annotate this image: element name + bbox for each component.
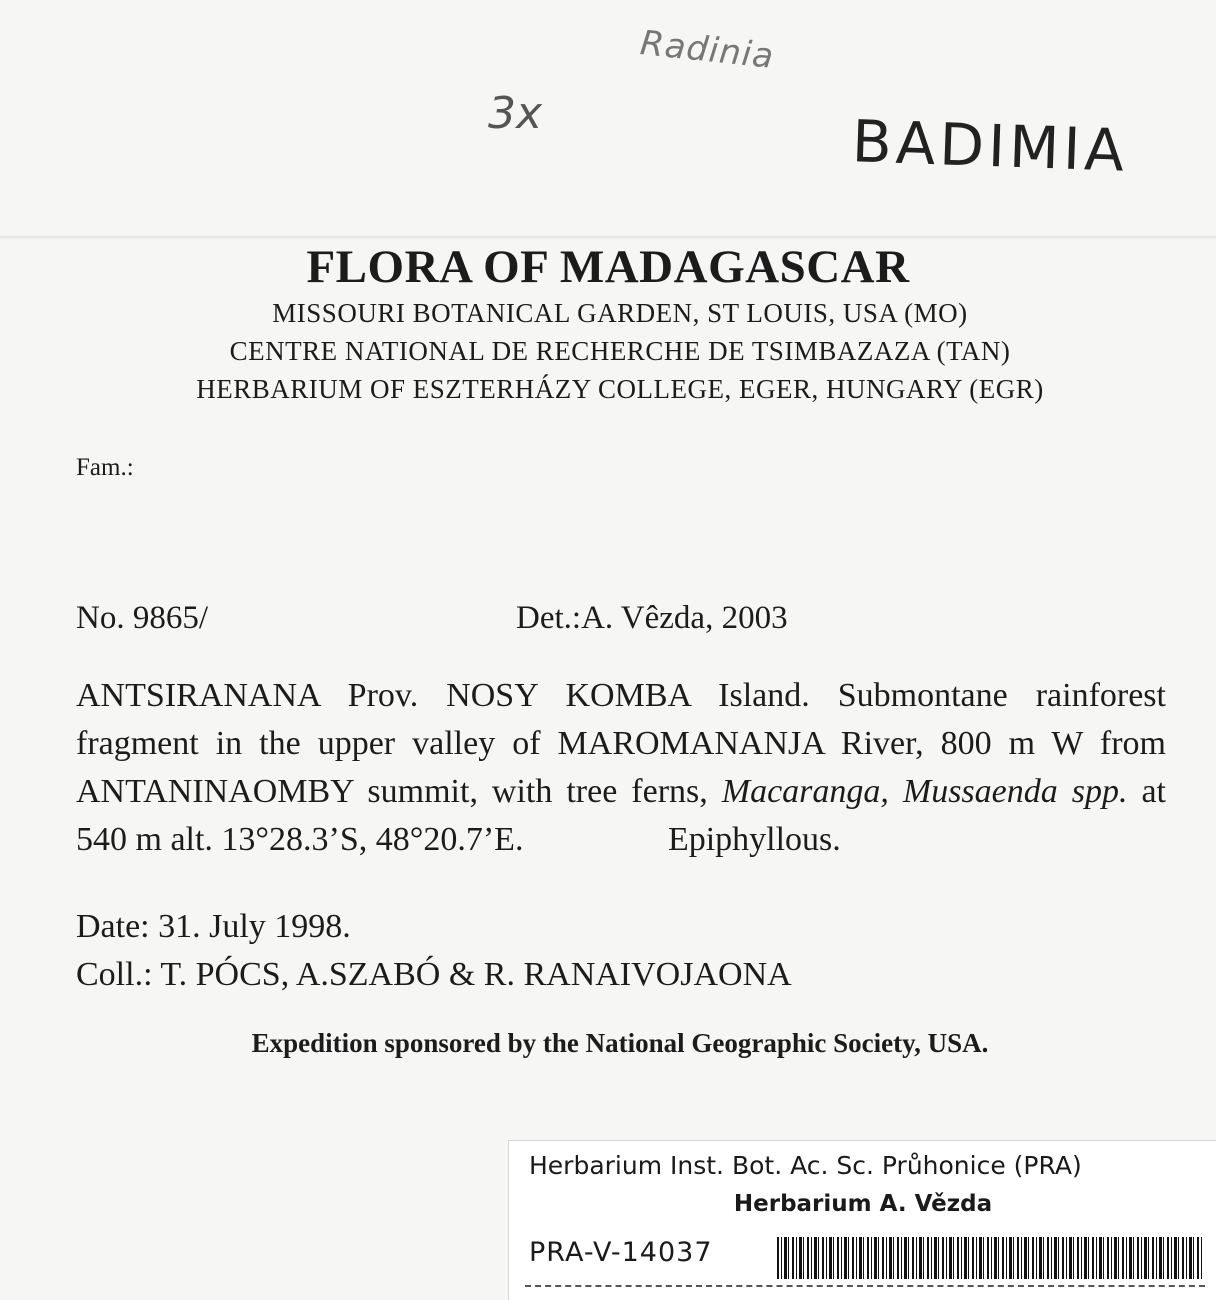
sponsor-note: Expedition sponsored by the National Geographic Society, USA. — [251, 1028, 989, 1058]
habitat: Epiphyllous. — [667, 821, 841, 858]
collection-date: Date: 31. July 1998. — [76, 908, 351, 945]
institution-line: HERBARIUM OF ESZTERHÁZY COLLEGE, EGER, HUNGARY (EGR) — [196, 374, 1044, 404]
determination: Det.:A. Vêzda, 2003 — [516, 600, 788, 636]
specimen-number: No. 9865/ — [76, 600, 208, 636]
collectors: Coll.: T. PÓCS, A.SZABÓ & R. RANAIVOJAONA — [76, 956, 792, 993]
locality-part-a: ANTSIRANANA Prov. NOSY KOMBA Island. Submontane rainforest fragment in the upper valley of MAROMANANJA River, 800 m W from ANTANINAOMBY summit, with tree ferns, — [76, 677, 1166, 810]
handwritten-genus: BADIMIA — [850, 107, 1130, 185]
locality-text — [76, 672, 1166, 864]
institution-line: MISSOURI BOTANICAL GARDEN, ST LOUIS, USA (MO) — [272, 298, 968, 328]
barcode-id: PRA-V-14037 — [529, 1237, 713, 1268]
handwritten-radinia: Radinia — [638, 23, 777, 77]
herbarium-name: Herbarium Inst. Bot. Ac. Sc. Průhonice (PRA) — [529, 1151, 1082, 1180]
institution-line: CENTRE NATIONAL DE RECHERCHE DE TSIMBAZAZA (TAN) — [229, 336, 1011, 366]
handwritten-3x: 3x — [488, 88, 543, 139]
family-label: Fam.: — [76, 454, 134, 481]
locality-part-b: at 540 m alt. 13°28.3’S, 48°20.7’E. — [76, 773, 1166, 858]
collection-name: Herbarium A. Vězda — [733, 1191, 993, 1217]
cut-line — [525, 1285, 1205, 1287]
barcode — [777, 1237, 1203, 1279]
locality-taxa: Macaranga, Mussaenda spp. — [721, 773, 1128, 810]
label-title: FLORA OF MADAGASCAR — [306, 241, 910, 293]
herbarium-stamp — [508, 1140, 1216, 1300]
